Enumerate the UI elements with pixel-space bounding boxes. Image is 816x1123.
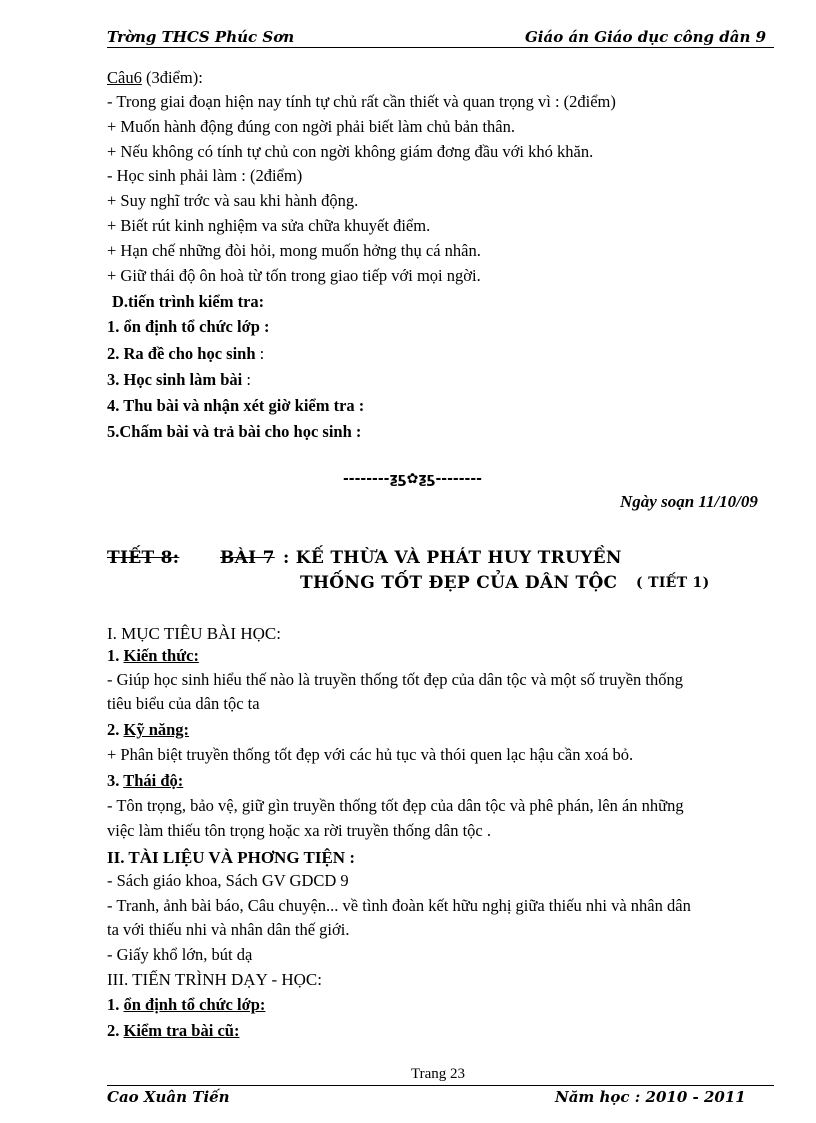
answer6-line: + Hạn chế những đòi hỏi, mong muốn hởng thụ cá nhân. (107, 241, 481, 260)
answer6-line: + Nếu không có tính tự chủ con ngời không giám đơng đầu với khó khăn. (107, 142, 594, 161)
footer-year: Năm học : 2010 - 2011 (555, 1088, 746, 1106)
attitude-line: - Tôn trọng, bảo vệ, giữ gìn truyền thống tốt đẹp của dân tộc và phê phán, lên án những (107, 796, 684, 815)
header-subject: Giáo án Giáo dục công dân 9 (525, 28, 767, 46)
answer6-line: - Học sinh phải làm : (2điểm) (107, 166, 303, 185)
procedure-step: 5.Chấm bài và trả bài cho học sinh : (107, 422, 362, 441)
materials-heading: II. TÀI LIỆU VÀ PHƠNG TIỆN : (107, 848, 355, 867)
procedure-step: 4. Thu bài và nhận xét giờ kiểm tra : (107, 396, 365, 415)
knowledge-line: tiêu biểu của dân tộc ta (107, 694, 260, 713)
materials-line: - Sách giáo khoa, Sách GV GDCD 9 (107, 871, 349, 890)
answer6-line: + Biết rút kinh nghiệm va sửa chữa khuyết điểm. (107, 216, 431, 235)
materials-line: ta với thiếu nhi và nhân dân thế giới. (107, 920, 350, 939)
lesson-title-line2: THỐNG TỐT ĐẸP CỦA DÂN TỘC (300, 573, 618, 593)
process-heading: III. TIẾN TRÌNH DẠY - HỌC: (107, 970, 322, 989)
skills-heading: 2. Kỹ năng: (107, 720, 190, 739)
prep-date: Ngày soạn 11/10/09 (620, 492, 758, 511)
process-step-1: 1. ổn định tổ chức lớp: (107, 995, 266, 1014)
materials-line: - Tranh, ảnh bài báo, Câu chuyện... về tình đoàn kết hữu nghị giữa thiếu nhi và nhân dân (107, 896, 691, 915)
lesson-title-suffix: ( TIẾT 1) (636, 575, 710, 591)
section-divider: --------ƺƽ✿ƺƽ-------- (343, 471, 482, 487)
answer6-label: Câu6 (107, 68, 142, 87)
materials-line: - Giấy khổ lớn, bút dạ (107, 945, 253, 964)
footer-rule (107, 1085, 774, 1086)
knowledge-line: - Giúp học sinh hiểu thế nào là truyền thống tốt đẹp của dân tộc và một số truyền thống (107, 670, 684, 689)
answer6-line: + Muốn hành động đúng con ngời phải biết làm chủ bản thân. (107, 117, 516, 136)
header-school: Trờng THCS Phúc Sơn (107, 28, 295, 46)
answer6-line: + Suy nghĩ trớc và sau khi hành động. (107, 191, 359, 210)
answer6-line: - Trong giai đoạn hiện nay tính tự chủ rất cần thiết và quan trọng vì : (2điểm) (107, 92, 616, 111)
procedure-step: 1. ổn định tổ chức lớp : (107, 317, 270, 336)
lesson-period: TIẾT 8: (107, 548, 180, 568)
answer6-points: (3điểm): (145, 68, 203, 87)
attitude-heading: 3. Thái độ: (107, 771, 184, 790)
objectives-heading: I. MỤC TIÊU BÀI HỌC: (107, 624, 281, 643)
header-rule (107, 47, 774, 48)
procedure-step: 3. Học sinh làm bài : (107, 370, 251, 389)
lesson-title-line1: : KẾ THỪA VÀ PHÁT HUY TRUYỀN (283, 548, 622, 568)
procedure-step: 2. Ra đề cho học sinh : (107, 344, 265, 363)
footer-author: Cao Xuân Tiến (107, 1088, 230, 1106)
process-step-2: 2. Kiểm tra bài cũ: (107, 1021, 240, 1040)
knowledge-heading: 1. Kiến thức: (107, 646, 199, 665)
page-number: Trang 23 (411, 1066, 466, 1082)
skills-line: + Phân biệt truyền thống tốt đẹp với các hủ tục và thói quen lạc hậu cần xoá bỏ. (107, 745, 634, 764)
attitude-line: việc làm thiếu tôn trọng hoặc xa rời truyền thống dân tộc . (107, 821, 491, 840)
answer6-heading (107, 68, 203, 88)
answer6-line: + Giữ thái độ ôn hoà từ tốn trong giao tiếp với mọi ngời. (107, 266, 481, 285)
procedure-heading: D.tiến trình kiểm tra: (112, 292, 265, 311)
lesson-number: BÀI 7 (220, 548, 275, 568)
